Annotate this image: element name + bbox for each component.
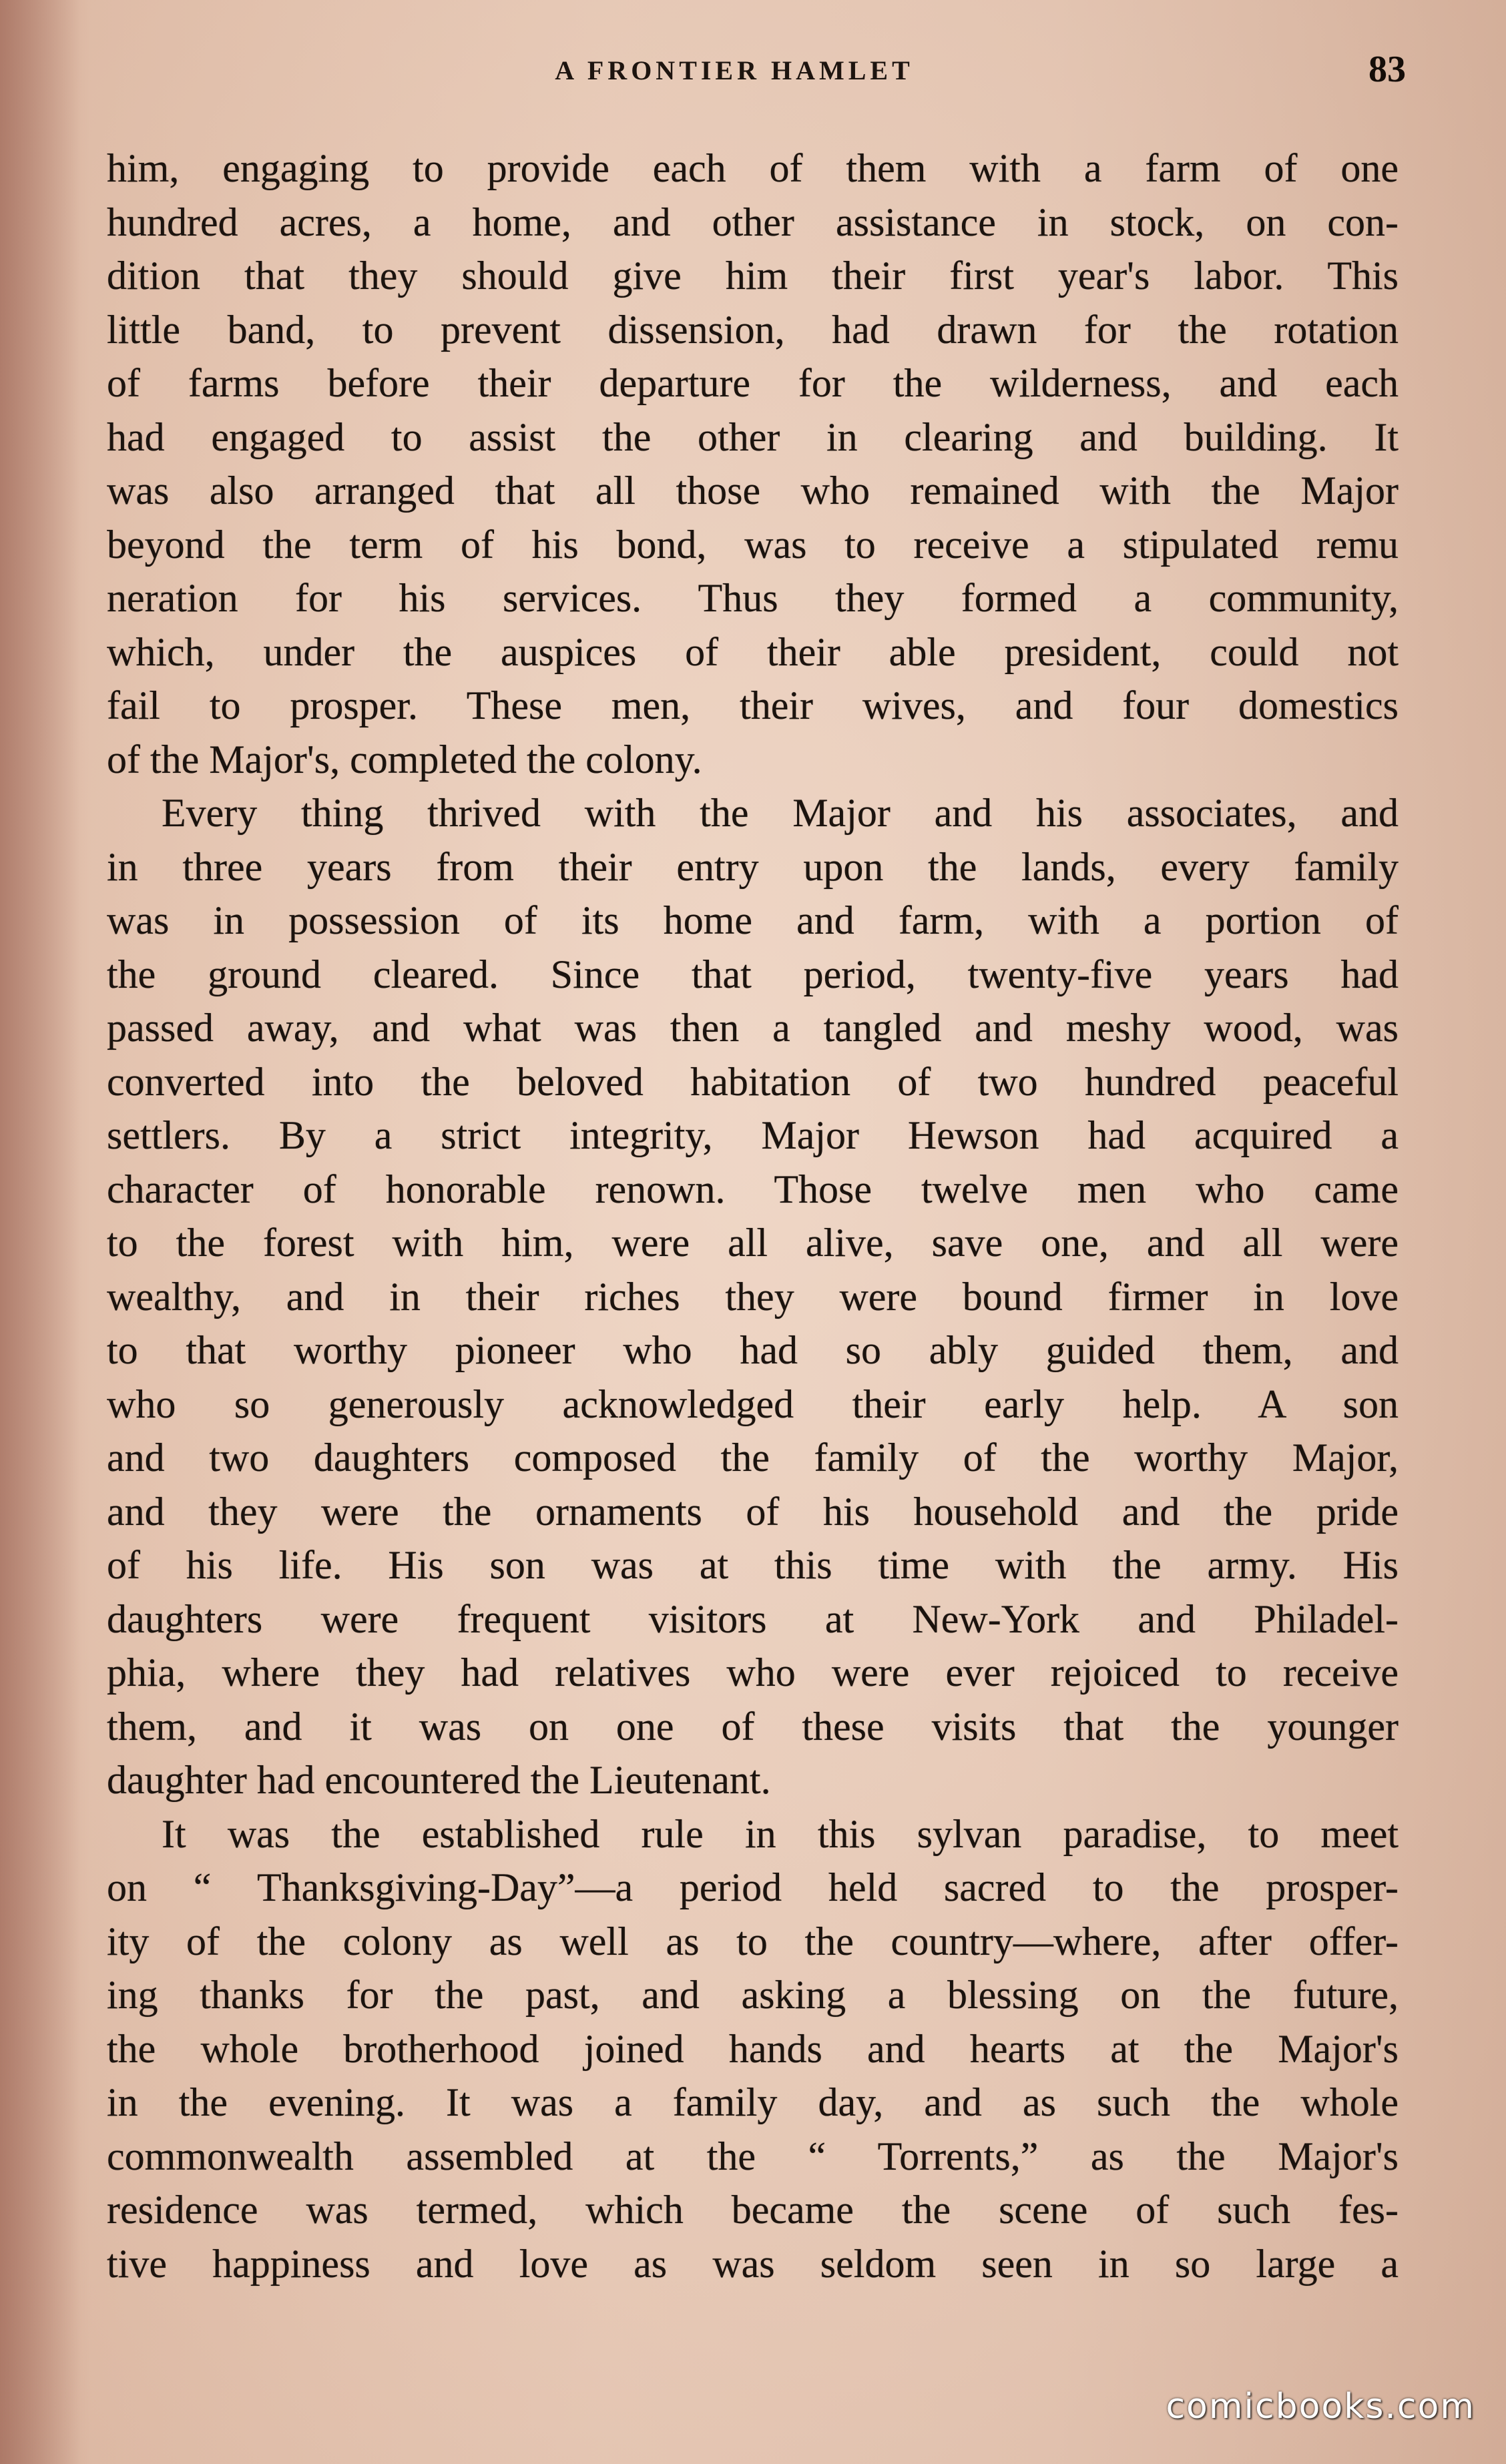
text-line: on “ Thanksgiving-Day”—a period held sacred to the prosper- <box>107 1865 1399 1909</box>
paragraph <box>107 1807 1399 2291</box>
text-line: dition that they should give him their first year's labor. This <box>107 254 1399 298</box>
text-line: who so generously acknowledged their early help. A son <box>107 1381 1399 1426</box>
text-line: ity of the colony as well as to the country—where, after offer- <box>107 1919 1399 1963</box>
text-line: hundred acres, a home, and other assistance in stock, on con- <box>107 200 1399 244</box>
text-line: of his life. His son was at this time with the army. His <box>107 1543 1399 1587</box>
text-line: the ground cleared. Since that period, twenty-five years had <box>107 952 1399 996</box>
page-edge-shadow <box>0 0 80 2464</box>
text-line: phia, where they had relatives who were ever rejoiced to receive <box>107 1650 1399 1695</box>
text-line: was in possession of its home and farm, with a portion of <box>107 898 1399 942</box>
paragraph <box>107 141 1399 786</box>
text-line: neration for his services. Thus they formed a community, <box>107 576 1399 620</box>
running-head <box>0 48 1506 95</box>
text-line: had engaged to assist the other in clearing and building. It <box>107 414 1399 459</box>
text-line: passed away, and what was then a tangled and meshy wood, was <box>107 1006 1399 1050</box>
text-line: fail to prosper. These men, their wives, and four domestics <box>107 683 1399 727</box>
text-line: commonwealth assembled at the “ Torrents,” as the Major's <box>107 2134 1399 2178</box>
text-line: little band, to prevent dissension, had drawn for the rotation <box>107 307 1399 352</box>
paragraph <box>107 786 1399 1807</box>
watermark: comicbooks.com <box>1166 2387 1475 2427</box>
running-title: A FRONTIER HAMLET <box>555 55 914 85</box>
text-line: of the Major's, completed the colony. <box>107 737 702 782</box>
text-line: daughter had encountered the Lieutenant. <box>107 1758 771 1802</box>
body-text <box>107 141 1399 2290</box>
text-line: tive happiness and love as was seldom seen in so large a <box>107 2241 1399 2286</box>
text-line: ing thanks for the past, and asking a blessing on the future, <box>107 1973 1399 2017</box>
text-line: in the evening. It was a family day, and as such the whole <box>107 2080 1399 2124</box>
text-line: residence was termed, which became the scene of such fes- <box>107 2188 1399 2232</box>
text-line: daughters were frequent visitors at New-York and Philadel- <box>107 1596 1399 1641</box>
text-line: which, under the auspices of their able president, could not <box>107 629 1399 674</box>
text-line: to that worthy pioneer who had so ably guided them, and <box>107 1328 1399 1372</box>
text-line: Every thing thrived with the Major and his associates, and <box>162 791 1399 835</box>
text-line: in three years from their entry upon the lands, every family <box>107 844 1399 889</box>
text-line: and two daughters composed the family of the worthy Major, <box>107 1436 1399 1480</box>
text-line: wealthy, and in their riches they were bound firmer in love <box>107 1274 1399 1319</box>
text-line: converted into the beloved habitation of two hundred peaceful <box>107 1059 1399 1104</box>
text-line: It was the established rule in this sylvan paradise, to meet <box>162 1811 1399 1856</box>
text-line: beyond the term of his bond, was to receive a stipulated remu <box>107 522 1399 567</box>
text-line: him, engaging to provide each of them with a farm of one <box>107 146 1399 190</box>
text-line: them, and it was on one of these visits that the younger <box>107 1704 1399 1749</box>
text-line: the whole brotherhood joined hands and hearts at the Major's <box>107 2026 1399 2071</box>
text-line: settlers. By a strict integrity, Major Hewson had acquired a <box>107 1113 1399 1157</box>
text-line: to the forest with him, were all alive, save one, and all were <box>107 1221 1399 1265</box>
text-line: character of honorable renown. Those twelve men who came <box>107 1167 1399 1211</box>
text-line: of farms before their departure for the wilderness, and each <box>107 361 1399 405</box>
page-number: 83 <box>1368 49 1406 90</box>
text-line: was also arranged that all those who remained with the Major <box>107 469 1399 513</box>
text-line: and they were the ornaments of his household and the pride <box>107 1489 1399 1534</box>
